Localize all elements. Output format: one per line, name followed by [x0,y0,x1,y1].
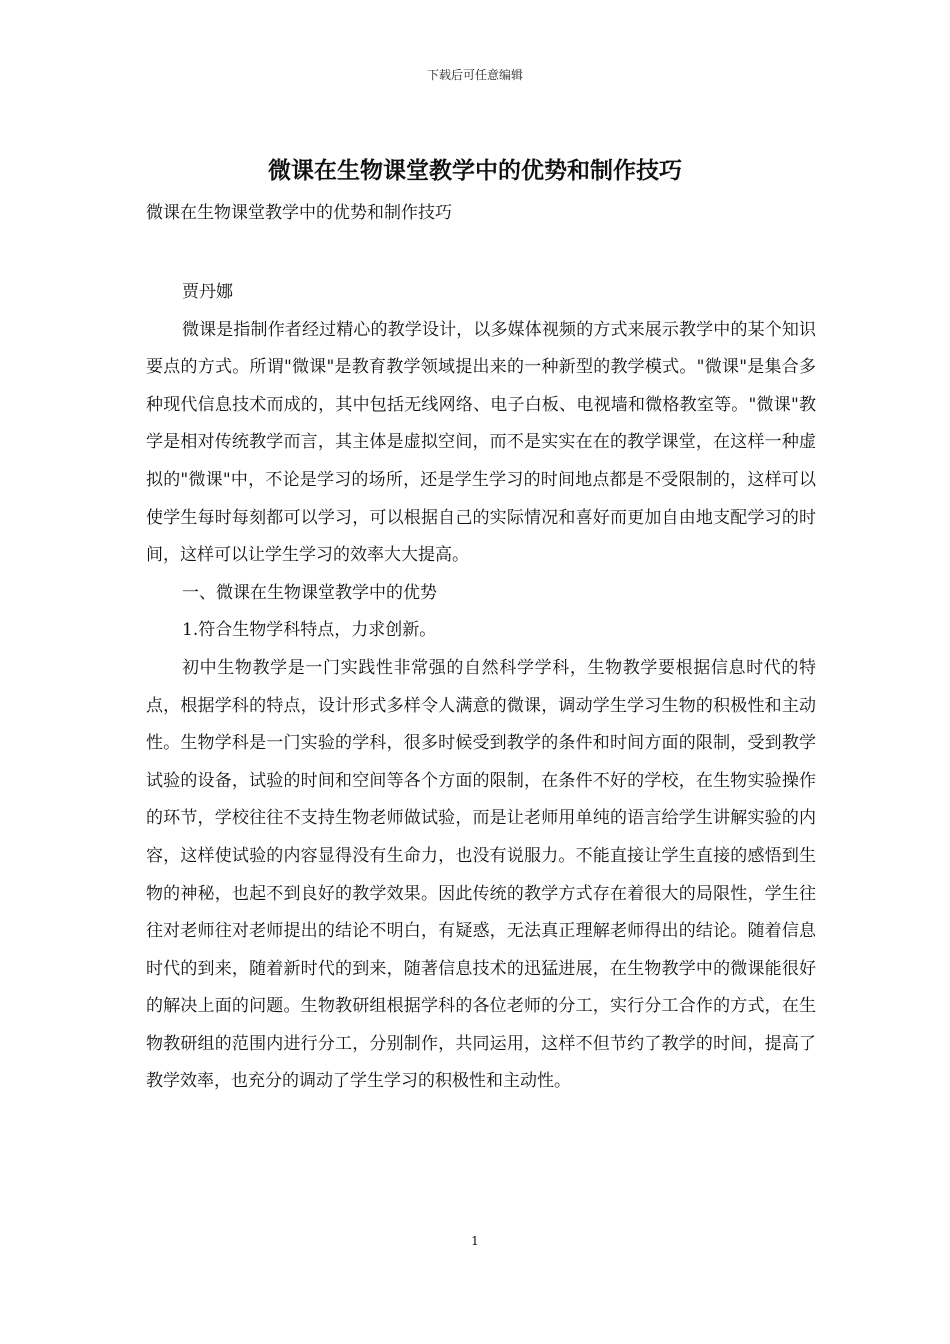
document-body [146,274,816,1101]
document-subtitle: 微课在生物课堂教学中的优势和制作技巧 [146,203,452,223]
header-note: 下载后可任意编辑 [426,68,523,82]
page-number: 1 [471,1234,479,1248]
body-paragraph-main: 初中生物教学是一门实践性非常强的自然科学学科，生物教学要根据信息时代的特点，根据学科的特点，设计形式多样令人满意的微课，调动学生学习生物的积极性和主动性。生物学科是一门实验的学科，很多时候受到教学的条件和时间方面的限制，受到教学试验的设备，试验的时间和空间等各个方面的限制，在条件不好的学校，在生物实验操作的环节，学校往往不支持生物老师做试验，而是让老师用单纯的语言给学生讲解实验的内容，这样使试验的内容显得没有生命力，也没有说服力。不能直接让学生直接的感悟到生物的神秘，也起不到良好的教学效果。因此传统的教学方式存在着很大的局限性，学生往往对老师往对老师提出的结论不明白，有疑惑，无法真正理解老师得出的结论。随着信息时代的到来，随着新时代的到来，随著信息技术的迅猛进展，在生物教学中的微课能很好的解决上面的问题。生物教研组根据学科的各位老师的分工，实行分工合作的方式，在生物教研组的范围内进行分工，分别制作，共同运用，这样不但节约了教学的时间，提高了教学效率，也充分的调动了学生学习的积极性和主动性。 [146,657,816,1092]
section-heading: 一、微课在生物课堂教学中的优势 [182,582,437,603]
author-name: 贾丹娜 [182,282,233,302]
document-title: 微课在生物课堂教学中的优势和制作技巧 [268,157,682,184]
subsection-heading: 1.符合生物学科特点，力求创新。 [182,620,437,641]
body-paragraph-intro: 微课是指制作者经过精心的教学设计，以多媒体视频的方式来展示教学中的某个知识要点的方式。所谓"微课"是教育教学领域提出来的一种新型的教学模式。"微课"是集合多种现代信息技术而成的，其中包括无线网络、电子白板、电视墙和微格教室等。"微课"教学是相对传统教学而言，其主体是虚拟空间，而不是实实在在的教学课堂，在这样一种虚拟的"微课"中，不论是学习的场所，还是学生学习的时间地点都是不受限制的，这样可以使学生每时每刻都可以学习，可以根据自己的实际情况和喜好而更加自由地支配学习的时间，这样可以让学生学习的效率大大提高。 [146,319,816,566]
